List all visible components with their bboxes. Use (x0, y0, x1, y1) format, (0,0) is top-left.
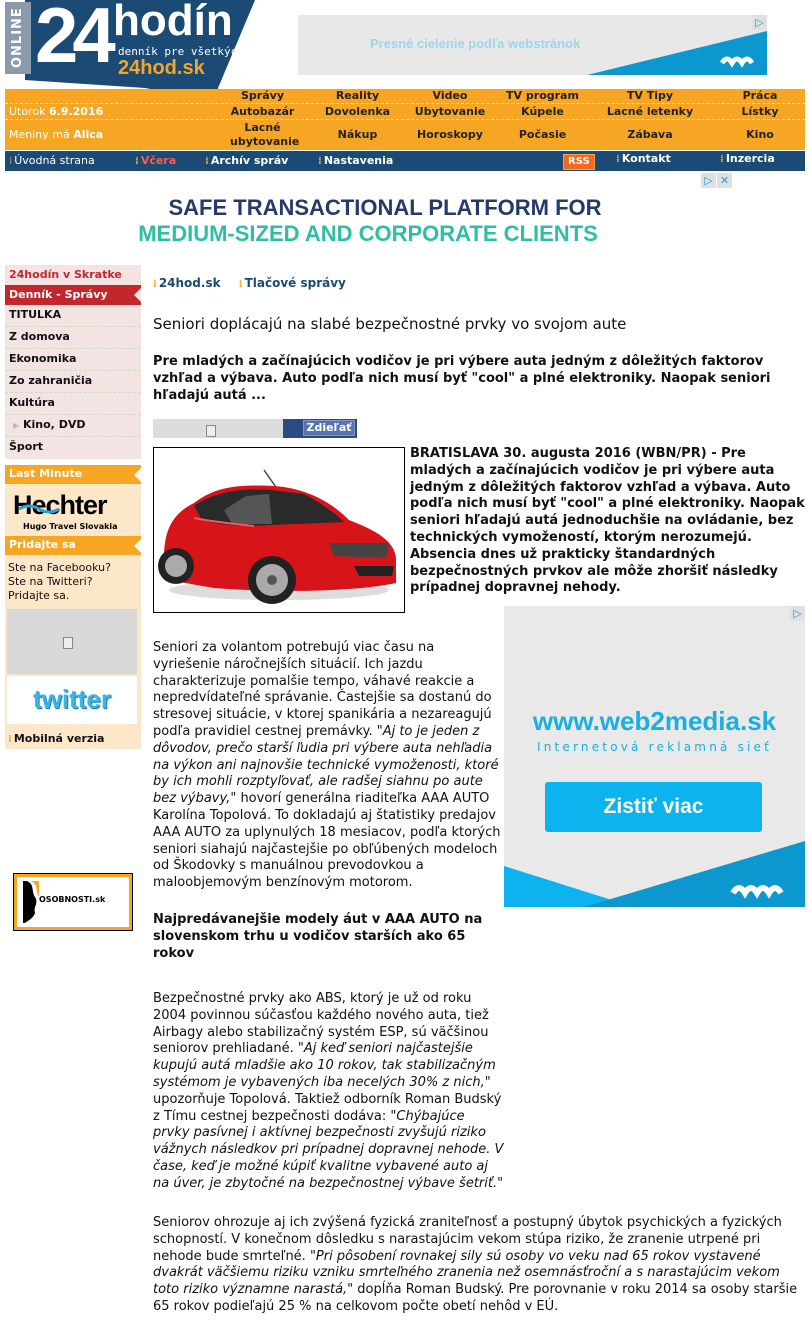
sidebar-item-ekonomika[interactable]: Ekonomika (5, 349, 141, 371)
nav-nastavenia[interactable] (318, 154, 393, 167)
nav-autobazar[interactable]: Autobazár (230, 105, 295, 118)
article-perex: Pre mladých a začínajúcich vodičov je pri výbere auta jedným z dôležitých faktorov vzhľad a výbava. Auto podľa nich musí byť "cool" a plné elektroniky. Naopak seniori hľadajú autá ... (153, 354, 771, 403)
nav-kontakt-label: Kontakt (621, 152, 671, 165)
osobnosti-inner (17, 877, 129, 927)
sidebar-dennik-label: Denník - Správy (9, 288, 108, 301)
nameday-display (9, 128, 103, 142)
paragraph-text: Bezpečnostné prvky ako ABS, ktorý je už od roku 2004 povinnou súčasťou každého nového auta, tiež Airbagy alebo stabilizačný systém ESP, sú väčšinou seniorov prehliadané. (153, 991, 489, 1057)
osobnosti-text: OSOBNOSTI.sk (39, 895, 106, 904)
adchoices-icon[interactable]: ▷ (701, 173, 716, 188)
article-lead: BRATISLAVA 30. augusta 2016 (WBN/PR) - Pre mladých a začínajúcich vodičov je pri výbere auta jedným z dôležitých faktorov vzhľad a výbava. Auto podľa nich musí byť "cool" a plné elektroniky. Naopak seniori hľadajú autá jednoduchšie na ovládanie, bez technických vymožeností, ktorým nerozumejú. Absencia dnes už prakticky štandardných bezpečnostných prvkov ale môže zhoršiť následky prípadnej dopravnej nehody. (410, 446, 805, 596)
quote-text: "Aj keď seniori najčastejšie kupujú autá mladšie ako 10 rokov, tak stabilizačným systémom je vybavených iba necelých 30% z nich," (153, 1041, 496, 1090)
quote-text: "Chýbajúce prvky pasívnej i aktívnej bezpečnosti zvyšujú riziko vážnych následkov pri prípadnej dopravnej nehode. V čase, keď je možné kúpiť kvalitne vybavené auto aj na úver, je zbytočné na bezpečnostnej výbave šetriť." (153, 1108, 504, 1191)
sidebar-kino-label: Kino, DVD (23, 418, 86, 431)
nav-uvodna-strana[interactable] (9, 154, 95, 167)
orange-nav-row-2 (5, 104, 805, 120)
article-subheading: Najpredávanejšie modely áut v AAA AUTO na slovenskom trhu u vodičov starších ako 65 rokov (153, 912, 483, 961)
paragraph-text: Seniori za volantom potrebujú viac času na vyriešenie náročnejších situácií. Ich jazdu charakterizuje pomalšie tempo, váhavé reakcie a nepredvídateľné správanie. Častejšie sa dostanú do stresovej situácie, v ktorej spanikária a nezareagujú podľa pravidiel cestnej premávky. (153, 640, 492, 739)
breadcrumb-item[interactable] (153, 276, 221, 290)
bullet-icon: ⁞ (8, 734, 11, 745)
facebook-widget-placeholder[interactable] (7, 609, 137, 674)
sidebar-item-zo-zahranicia[interactable]: Zo zahraničia (5, 371, 141, 393)
mobile-version-label: Mobilná verzia (13, 732, 105, 745)
nav-kupele[interactable]: Kúpele (521, 105, 564, 118)
hechter-subtitle: Hugo Travel Slovakia (23, 522, 118, 531)
blue-nav (5, 151, 805, 171)
close-ad-icon[interactable]: ✕ (717, 173, 732, 188)
share-button[interactable]: Zdieľať (303, 420, 355, 436)
nav-nakup[interactable]: Nákup (337, 128, 378, 141)
nav-archiv-label: Archív správ (210, 154, 289, 167)
nameday-label: Meniny má (9, 128, 70, 141)
leaderboard-ad[interactable] (0, 173, 812, 253)
like-widget-placeholder[interactable] (153, 419, 283, 438)
nav-archiv-sprav[interactable] (205, 154, 288, 167)
article-paragraph-3 (153, 1215, 808, 1316)
breadcrumb-label: 24hod.sk (158, 276, 221, 290)
bullet-icon: ⁞ (135, 156, 138, 167)
article-photo[interactable] (153, 447, 405, 613)
pridajte-header (5, 536, 141, 555)
mobile-version-link[interactable] (5, 724, 141, 749)
nav-uvodna-strana-label: Úvodná strana (14, 154, 95, 167)
nav-praca[interactable]: Práca (742, 89, 778, 102)
article-paragraph-2 (153, 991, 505, 1193)
active-notch-icon (134, 288, 141, 302)
bullet-icon: ⁞ (318, 156, 321, 167)
article-title: Seniori doplácajú na slabé bezpečnostné prvky vo svojom aute (153, 315, 627, 333)
logo-tagline: denník pre všetkých (118, 45, 244, 58)
hechter-logo-text: Hechter (13, 490, 107, 520)
nav-kino[interactable]: Kino (746, 128, 774, 141)
nav-vcera[interactable] (135, 154, 176, 167)
logo-hodin: hodín (113, 0, 233, 45)
nav-lacne-letenky[interactable]: Lacné letenky (606, 105, 694, 118)
bullet-icon: ⁞ (238, 279, 242, 290)
date-value: 6.9.2016 (48, 105, 104, 118)
nav-kontakt[interactable] (616, 152, 671, 165)
ad-wedge (504, 841, 805, 907)
nav-nastavenia-label: Nastavenia (323, 154, 394, 167)
bullet-icon: ⁞ (616, 154, 619, 165)
bullet-icon: ⁞ (720, 154, 723, 165)
paragraph-text: hovorí generálna riaditeľka AAA AUTO Karolína Topolová. To dokladajú aj štatistiky predajov AAA AUTO za uplynulých 18 mesiacov, podľa ktorých seniori siahajú najčastejšie po obľúbených modeloch od Škodovky s manuálnou prevodovkou a maloobjemovým benzínovým motorom. (153, 791, 501, 891)
profile-silhouette-icon (23, 881, 39, 923)
ad-subtitle: Internetová reklamná sieť (536, 740, 773, 754)
social-line: Pridajte sa. (8, 589, 70, 602)
sidebar (5, 265, 141, 749)
sidebar-item-z-domova[interactable]: Z domova (5, 327, 141, 349)
date-display (9, 105, 103, 119)
osobnosti-banner[interactable] (13, 873, 133, 931)
paragraph-text: upozorňuje Topolová. Taktiež odborník Roman Budský z Tímu cestnej bezpečnosti dodáva: (153, 1091, 502, 1124)
breadcrumb-label: Tlačové správy (244, 276, 346, 290)
social-line: Ste na Twitteri? (8, 575, 93, 588)
wave-icon (19, 504, 59, 514)
breadcrumb (153, 276, 360, 290)
sidebar-promo-panel (5, 465, 141, 749)
nav-dovolenka[interactable]: Dovolenka (324, 105, 391, 118)
nav-reality[interactable]: Reality (335, 89, 380, 102)
broken-image-icon (206, 425, 216, 437)
broken-image-icon (63, 637, 73, 649)
nav-ubytovanie[interactable]: Ubytovanie (414, 105, 486, 118)
nav-vcera-label: Včera (140, 154, 177, 167)
hechter-logo[interactable] (5, 484, 141, 536)
sidebar-dennik-spravy[interactable] (5, 285, 141, 305)
notch-icon (134, 468, 141, 482)
nav-zabava[interactable]: Zábava (627, 128, 673, 141)
bullet-icon: ⁞ (205, 156, 208, 167)
quote-text: "Pri pôsobení rovnakej sily sú osoby vo veku nad 65 rokov vystavené dvakrát väčšiemu riziku vzniku smrteľného zranenia než osemnásťroční a s narastajúcim vekom toto riziko významne narastá," (153, 1248, 780, 1298)
article-paragraph-1 (153, 640, 503, 892)
quote-text: "Aj to je jeden z dôvodov, prečo starší ľudia pri výbere auta nehľadia na výkon ani najnovšie technické vymoženosti, ktoré by ich mohli rozptyľovať, ale radšej siahnu po aute bez výbavy," (153, 723, 499, 807)
top-ad-banner[interactable] (298, 15, 767, 75)
banner-line-2: MEDIUM-SIZED AND CORPORATE CLIENTS (138, 221, 598, 246)
logo-site: 24hod.sk (118, 57, 205, 79)
paragraph-text: Seniorov ohrozuje aj ich zvýšená fyzická zraniteľnosť a postupný úbytok psychických a fyzických schopností. V konečnom dôsledku s narastajúcim vekom stúpa riziko, že zranenie utrpené pri nehode bude smrteľné. (153, 1215, 782, 1264)
adchoices-icon[interactable]: ▷ (790, 606, 805, 621)
social-line: Ste na Facebooku? (8, 561, 111, 574)
pridajte-label: Pridajte sa (9, 538, 76, 551)
orange-nav (5, 89, 805, 150)
share-bar (153, 419, 357, 438)
nav-video[interactable]: Video (432, 89, 468, 102)
bullet-icon: ⁞ (153, 279, 156, 290)
ad-url: www.web2media.sk (532, 706, 777, 736)
nav-tv-tipy[interactable]: TV Tipy (626, 89, 674, 102)
date-label: Utorok (9, 105, 46, 118)
nav-spravy[interactable]: Správy (241, 89, 284, 102)
ad-cta-button[interactable]: Zistiť viac (545, 782, 762, 832)
paragraph-text: dopĺňa Roman Budský. Pre porovnanie v roku 2014 sa osoby staršie 65 rokov podieľajú 25 % na celkovom počte obetí nehôd v EÚ. (153, 1282, 798, 1314)
nav-inzercia-label: Inzercia (725, 152, 775, 165)
social-text (5, 555, 141, 609)
nav-pocasie[interactable]: Počasie (518, 128, 567, 141)
red-car-image (154, 448, 404, 612)
logo-online-label: ONLINE (5, 2, 31, 74)
nameday-value: Alica (73, 128, 104, 141)
orange-nav-row-1 (5, 89, 805, 104)
logo-24: 24 (35, 0, 110, 79)
top-ad-wedge (587, 15, 767, 75)
top-ad-text: Presné cielenie podľa webstránok (370, 36, 581, 51)
twitter-button[interactable]: twitter (7, 676, 137, 724)
sidebar-item-kultura[interactable]: Kultúra (5, 393, 141, 415)
last-minute-header (5, 465, 141, 484)
notch-icon (134, 539, 141, 553)
sidebar-item-kino-dvd[interactable] (5, 415, 141, 437)
banner-line-1: SAFE TRANSACTIONAL PLATFORM FOR (168, 195, 602, 220)
last-minute-label: Last Minute (9, 467, 83, 480)
triangle-right-icon: ▶ (13, 421, 20, 430)
bullet-icon: ⁞ (9, 156, 12, 167)
nav-horoskopy[interactable]: Horoskopy (417, 128, 483, 141)
sidebar-item-sport[interactable]: Šport (5, 437, 141, 459)
site-logo[interactable] (5, 0, 251, 100)
nav-tv-program[interactable]: TV program (506, 89, 579, 102)
rss-button[interactable]: RSS (563, 154, 595, 170)
sidebar-item-titulka[interactable]: TITULKA (5, 305, 141, 327)
web2media-ad[interactable] (504, 606, 805, 907)
nav-inzercia[interactable] (720, 152, 775, 165)
orange-nav-row-3 (5, 120, 805, 150)
nav-listky[interactable]: Lístky (741, 105, 779, 118)
nav-lacne-ubytovanie[interactable]: Lacné ubytovanie (230, 121, 300, 148)
sidebar-skratke[interactable]: 24hodín v Skratke (5, 265, 141, 285)
breadcrumb-item[interactable] (239, 276, 346, 290)
adchoices-icon[interactable]: ▷ (752, 15, 767, 30)
ad-controls (701, 173, 732, 188)
